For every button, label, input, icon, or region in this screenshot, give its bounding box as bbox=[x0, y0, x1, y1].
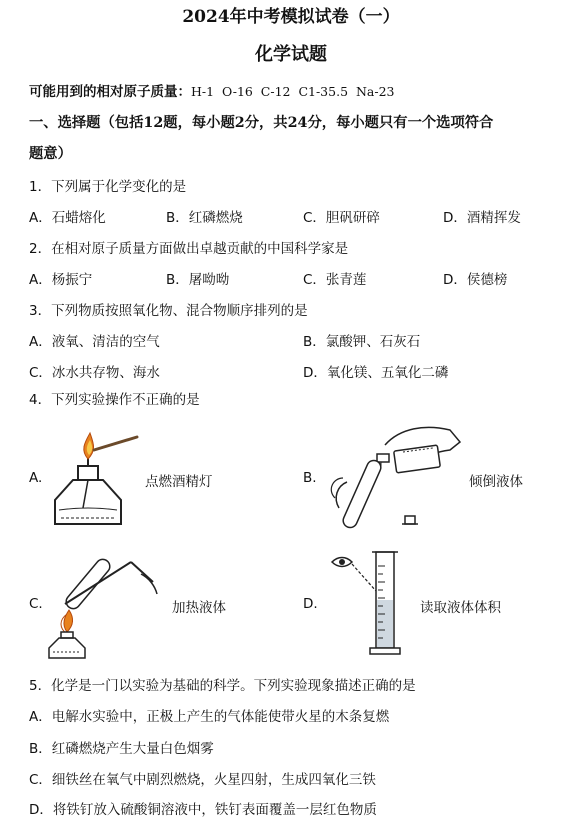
q3-option-b: B．氯酸钾、石灰石 bbox=[303, 334, 421, 350]
pouring-liquid-figure bbox=[325, 420, 465, 532]
q2-option-c: C．张青莲 bbox=[303, 272, 367, 288]
q1-option-d: D．酒精挥发 bbox=[443, 210, 521, 226]
q3-option-a: A．液氧、清洁的空气 bbox=[29, 334, 160, 350]
heating-liquid-figure bbox=[45, 548, 165, 660]
atomic-mass-label: 可能用到的相对原子质量： bbox=[29, 84, 191, 100]
section-heading-line2: 题意） bbox=[29, 146, 72, 162]
question-5-stem: 5．化学是一门以实验为基础的科学。下列实验现象描述正确的是 bbox=[29, 678, 416, 694]
q4-option-a-letter: A. bbox=[29, 470, 43, 486]
q5-option-d: D．将铁钉放入硫酸铜溶液中，铁钉表面覆盖一层红色物质 bbox=[29, 802, 377, 818]
q5-option-b: B．红磷燃烧产生大量白色烟雾 bbox=[29, 741, 214, 757]
q4-option-b-letter: B. bbox=[303, 470, 317, 486]
q4-option-b-caption: 倾倒液体 bbox=[469, 474, 523, 490]
q2-option-d: D．侯德榜 bbox=[443, 272, 508, 288]
q4-option-c-caption: 加热液体 bbox=[172, 600, 226, 616]
q4-option-a-caption: 点燃酒精灯 bbox=[145, 474, 213, 490]
question-4-stem: 4．下列实验操作不正确的是 bbox=[29, 392, 200, 408]
subject-title: 化学试题 bbox=[255, 44, 327, 65]
q2-option-b: B．屠呦呦 bbox=[166, 272, 230, 288]
exam-title: 2024年中考模拟试卷（一） bbox=[182, 7, 400, 27]
atomic-mass-line bbox=[29, 80, 395, 100]
q1-option-b: B．红磷燃烧 bbox=[166, 210, 243, 226]
q4-option-c-letter: C. bbox=[29, 596, 43, 612]
question-3-stem: 3．下列物质按照氧化物、混合物顺序排列的是 bbox=[29, 303, 308, 319]
q1-option-c: C．胆矾研碎 bbox=[303, 210, 380, 226]
atomic-mass-values: H-1 O-16 C-12 C1-35.5 Na-23 bbox=[191, 84, 395, 99]
q5-option-a: A．电解水实验中，正极上产生的气体能使带火星的木条复燃 bbox=[29, 709, 390, 725]
q4-option-d-letter: D. bbox=[303, 596, 318, 612]
section-heading-line1: 一、选择题（包括12题，每小题2分，共24分，每小题只有一个选项符合 bbox=[29, 115, 494, 131]
q1-option-a: A．石蜡熔化 bbox=[29, 210, 106, 226]
q2-option-a: A．杨振宁 bbox=[29, 272, 93, 288]
q3-option-c: C．冰水共存物、海水 bbox=[29, 365, 160, 381]
alcohol-lamp-lit-by-match-figure bbox=[45, 428, 145, 528]
q4-option-d-caption: 读取液体体积 bbox=[420, 600, 501, 616]
reading-liquid-volume-figure bbox=[322, 546, 412, 658]
question-1-stem: 1．下列属于化学变化的是 bbox=[29, 179, 187, 195]
q5-option-c: C．细铁丝在氧气中剧烈燃烧，火星四射，生成四氧化三铁 bbox=[29, 772, 376, 788]
q3-option-d: D．氧化镁、五氧化二磷 bbox=[303, 365, 449, 381]
question-2-stem: 2．在相对原子质量方面做出卓越贡献的中国科学家是 bbox=[29, 241, 349, 257]
